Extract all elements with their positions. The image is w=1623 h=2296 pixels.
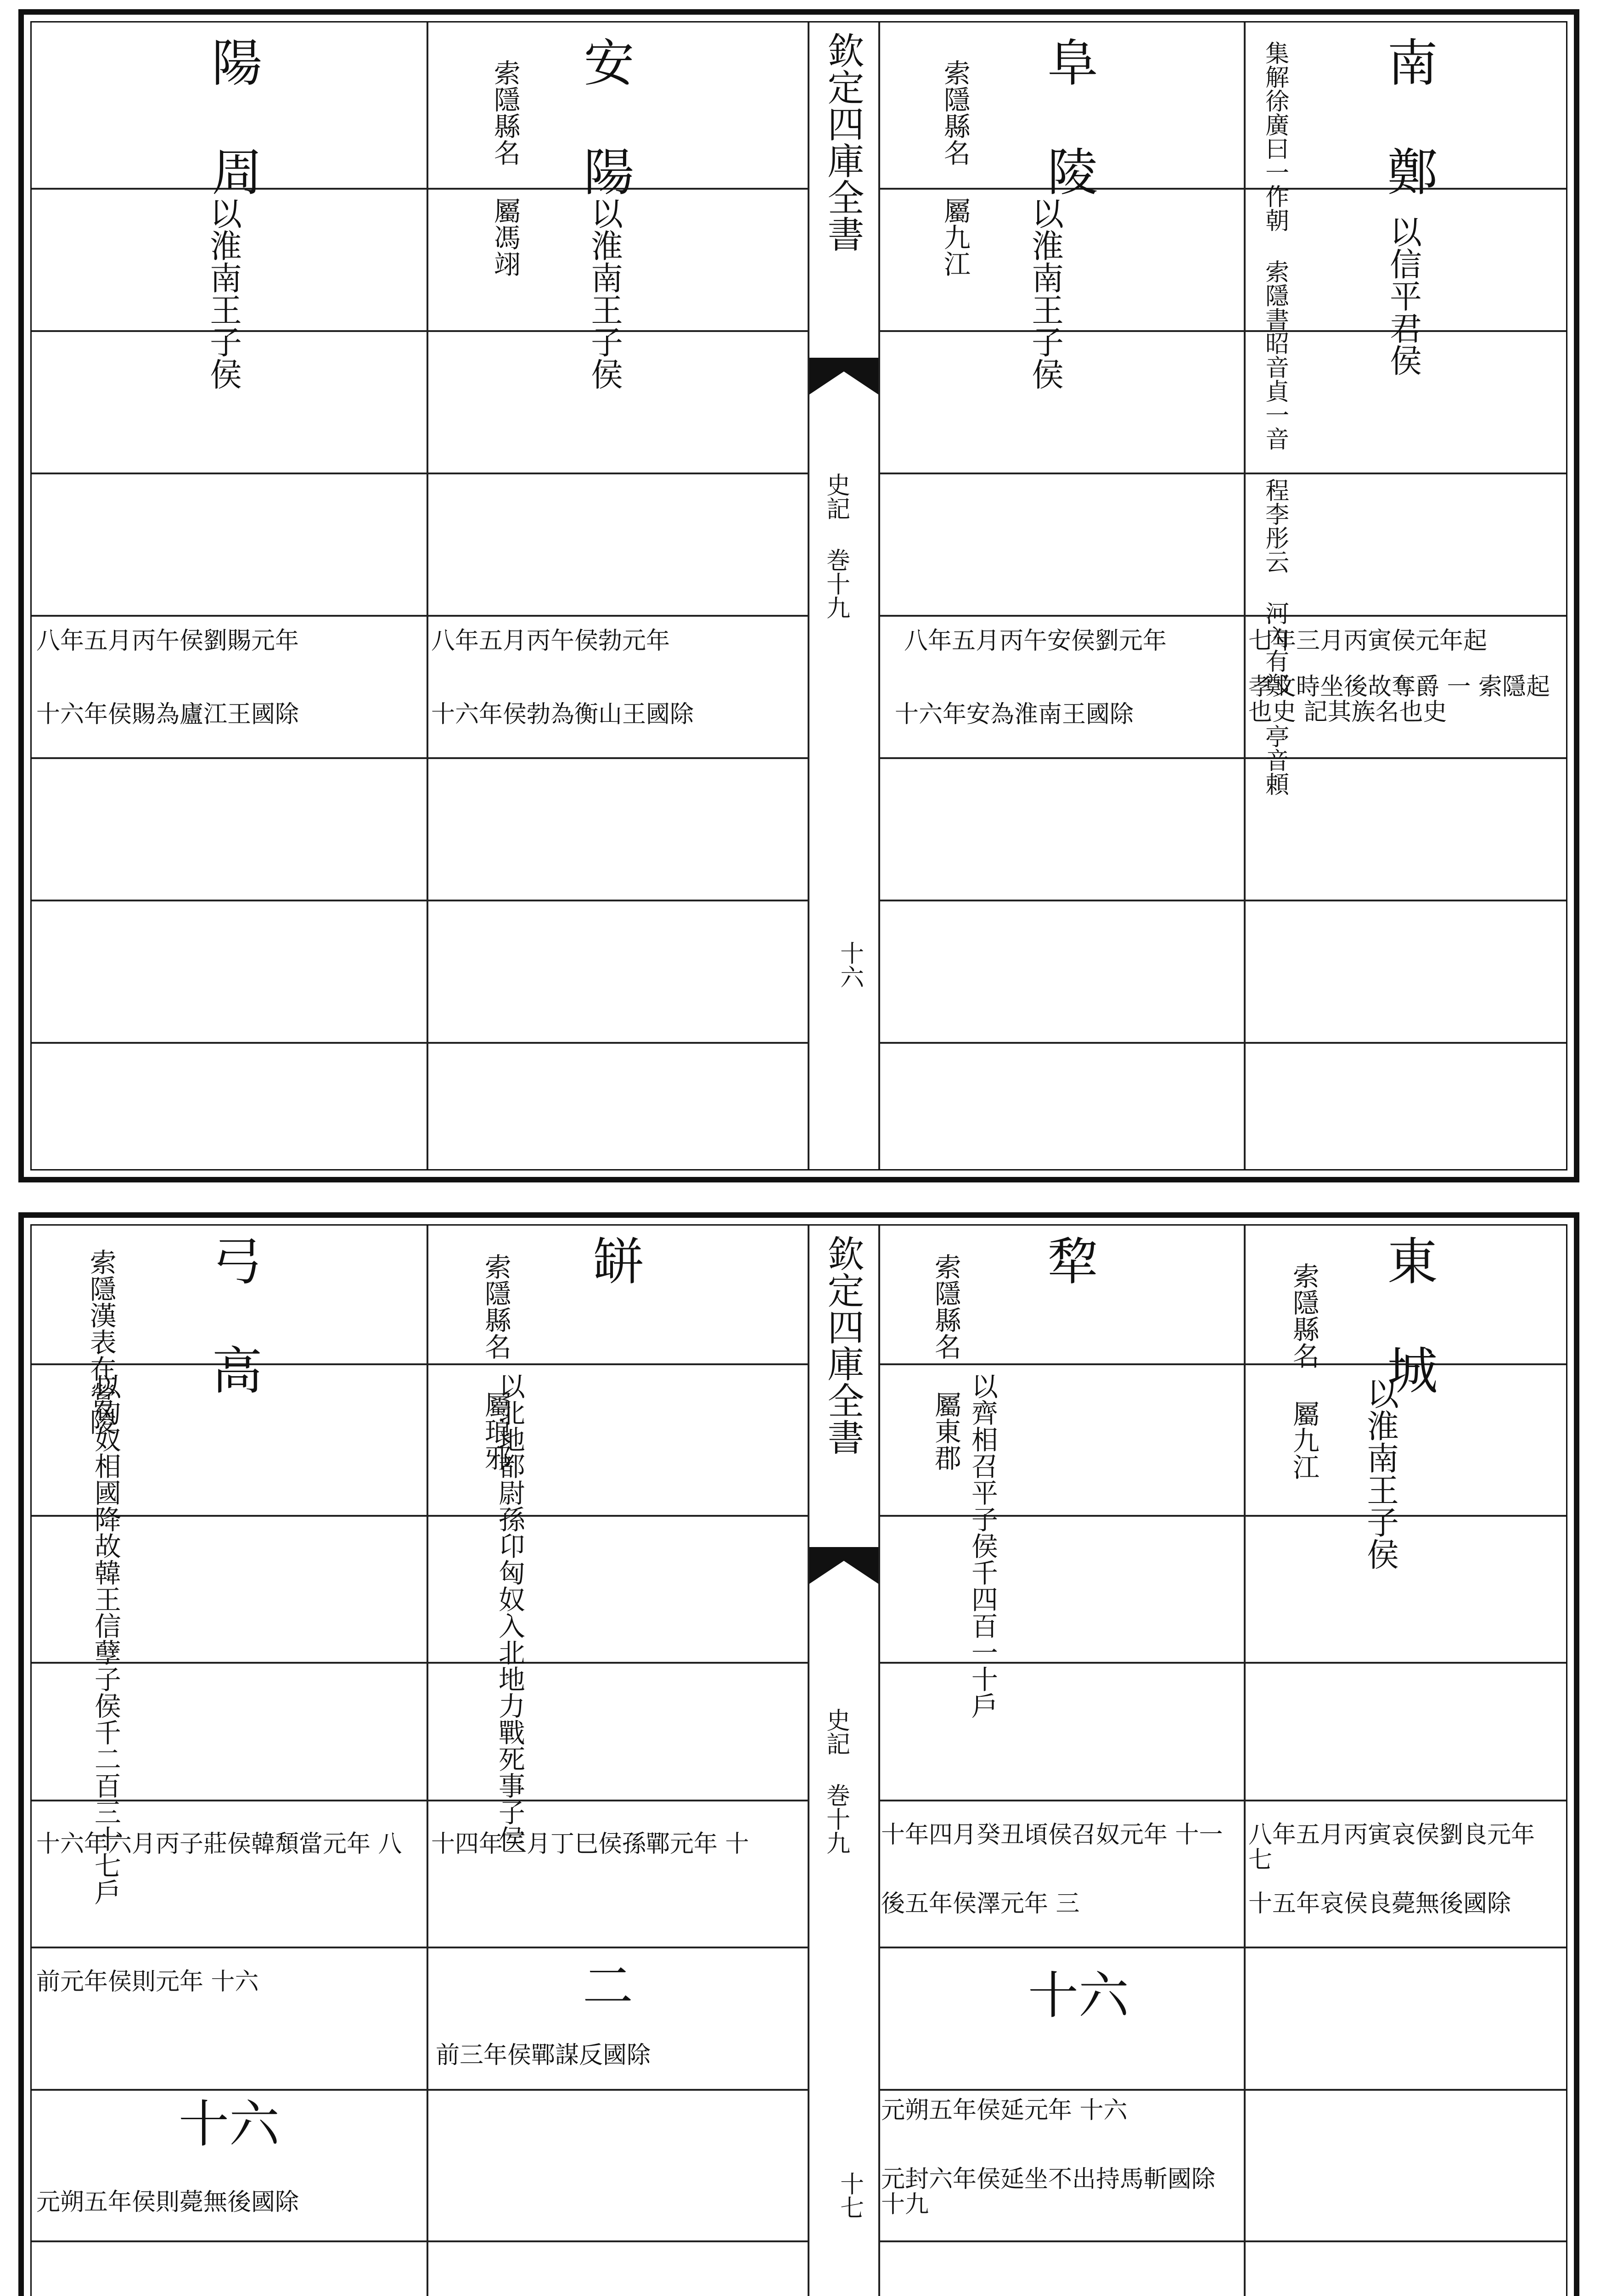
year-entry: 十四年三月丁巳侯孫鄲元年 十	[431, 1830, 749, 1858]
fishtail-mark	[809, 358, 878, 394]
top-page	[18, 9, 1579, 1182]
spine-volume: 史記 巻十九	[822, 1708, 850, 1855]
enfeoffment-text: 以匈奴相國降故韓王信孽子侯千二百三十七戶	[90, 1373, 121, 1905]
bottom-spine	[808, 1226, 880, 2296]
spine-title: 欽定四庫全書	[821, 1235, 864, 1455]
enfeoffment-text: 以北地都尉孫卬匈奴入北地力戰死事子侯	[494, 1373, 525, 1852]
column-ping	[427, 1226, 809, 2296]
spine-title: 欽定四庫全書	[821, 32, 864, 252]
removal-entry: 前三年侯鄲謀反國除	[436, 2042, 651, 2069]
enfeoffment-text: 以信平君侯	[1384, 215, 1422, 376]
removal-entry: 元封六年侯延坐不出持馬斬國除 十九	[881, 2166, 1216, 2218]
enfeoffment-text: 以齊相召平子侯千四百一十戶	[966, 1373, 998, 1719]
column-title: 弓 高	[203, 1235, 263, 1395]
column-title: 南 鄭	[1379, 36, 1438, 196]
year-entry: 十年四月癸丑頃侯召奴元年 十一	[881, 1821, 1223, 1849]
enfeoffment-text: 以淮南王子侯	[204, 197, 242, 390]
year-entry: 八年五月丙午侯劉賜元年	[36, 627, 299, 655]
removal-entry: 十五年哀侯良薨無後國除	[1248, 1890, 1511, 1918]
top-table	[30, 21, 1567, 1171]
enfeoffment-text: 以淮南王子侯	[585, 197, 623, 390]
column-title: 阜 陵	[1039, 36, 1098, 196]
year-entry-3: 元朔五年侯延元年 十六	[881, 2097, 1128, 2124]
column-dongcheng	[1244, 1226, 1566, 2296]
column-subtitle: 索隱縣名 屬琅邪	[480, 1253, 511, 1471]
column-subtitle: 索隱縣名 屬馮翊	[489, 59, 521, 277]
column-anyang	[427, 23, 809, 1169]
column-title: 安 陽	[575, 36, 635, 196]
year-count: 十六	[1028, 1966, 1129, 2025]
column-yangzhou	[32, 23, 428, 1169]
column-title: 陽 周	[203, 36, 263, 196]
column-subtitle: 索隱縣名 屬九江	[939, 59, 971, 277]
column-subtitle: 索隱縣名 屬九江	[1288, 1262, 1320, 1480]
removal-entry: 十六年安為淮南王國除	[895, 701, 1134, 728]
enfeoffment-text: 以淮南王子侯	[1361, 1377, 1399, 1570]
year-count: 二	[583, 1957, 633, 2016]
column-title: 缾	[584, 1235, 644, 1285]
fishtail-mark	[809, 1547, 878, 1584]
year-entry: 八年五月丙寅哀侯劉良元年 七	[1248, 1821, 1535, 1874]
column-li	[876, 1226, 1246, 2296]
column-subtitle: 索隱縣名 屬東郡	[930, 1253, 961, 1471]
removal-entry: 十六年侯賜為廬江王國除	[36, 701, 299, 728]
removal-entry: 十六年侯勃為衡山王國除	[431, 701, 694, 728]
column-title: 東 城	[1379, 1235, 1438, 1395]
year-entry: 十六年六月丙子莊侯韓頽當元年 八	[36, 1830, 402, 1858]
column-subtitle: 集解徐廣曰一作朝 索隱書昭音貞一音 程李彤云 河內有鄭 亭音頼	[1261, 41, 1289, 796]
year-entry: 八年五月丙午侯勃元年	[431, 627, 670, 655]
year-entry-2: 後五年侯澤元年 三	[881, 1890, 1080, 1918]
column-nanzheng	[1244, 23, 1566, 1169]
year-count: 十六	[179, 2095, 280, 2154]
spine-page: 十六	[836, 941, 864, 989]
year-entry-2: 前元年侯則元年 十六	[36, 1968, 259, 1996]
column-title: 犂	[1039, 1235, 1098, 1285]
year-note: 孝文時坐後故奪爵 一 索隱起也史 記其族名也史	[1248, 673, 1550, 726]
spine-page: 十七	[836, 2172, 864, 2219]
enfeoffment-text: 以淮南王子侯	[1026, 197, 1064, 390]
bottom-table	[30, 1224, 1567, 2296]
bottom-page	[18, 1212, 1579, 2296]
column-subtitle: 索隱漢表在營陵	[85, 1249, 117, 1435]
spine-volume: 史記 巻十九	[822, 473, 850, 619]
removal-entry: 元朔五年侯則薨無後國除	[36, 2189, 299, 2216]
column-gonggao	[32, 1226, 428, 2296]
year-entry: 八年五月丙午安侯劉元年	[904, 627, 1167, 655]
column-fuling	[876, 23, 1246, 1169]
year-entry: 七年三月丙寅侯元年起	[1248, 627, 1488, 655]
top-spine	[808, 23, 880, 1169]
